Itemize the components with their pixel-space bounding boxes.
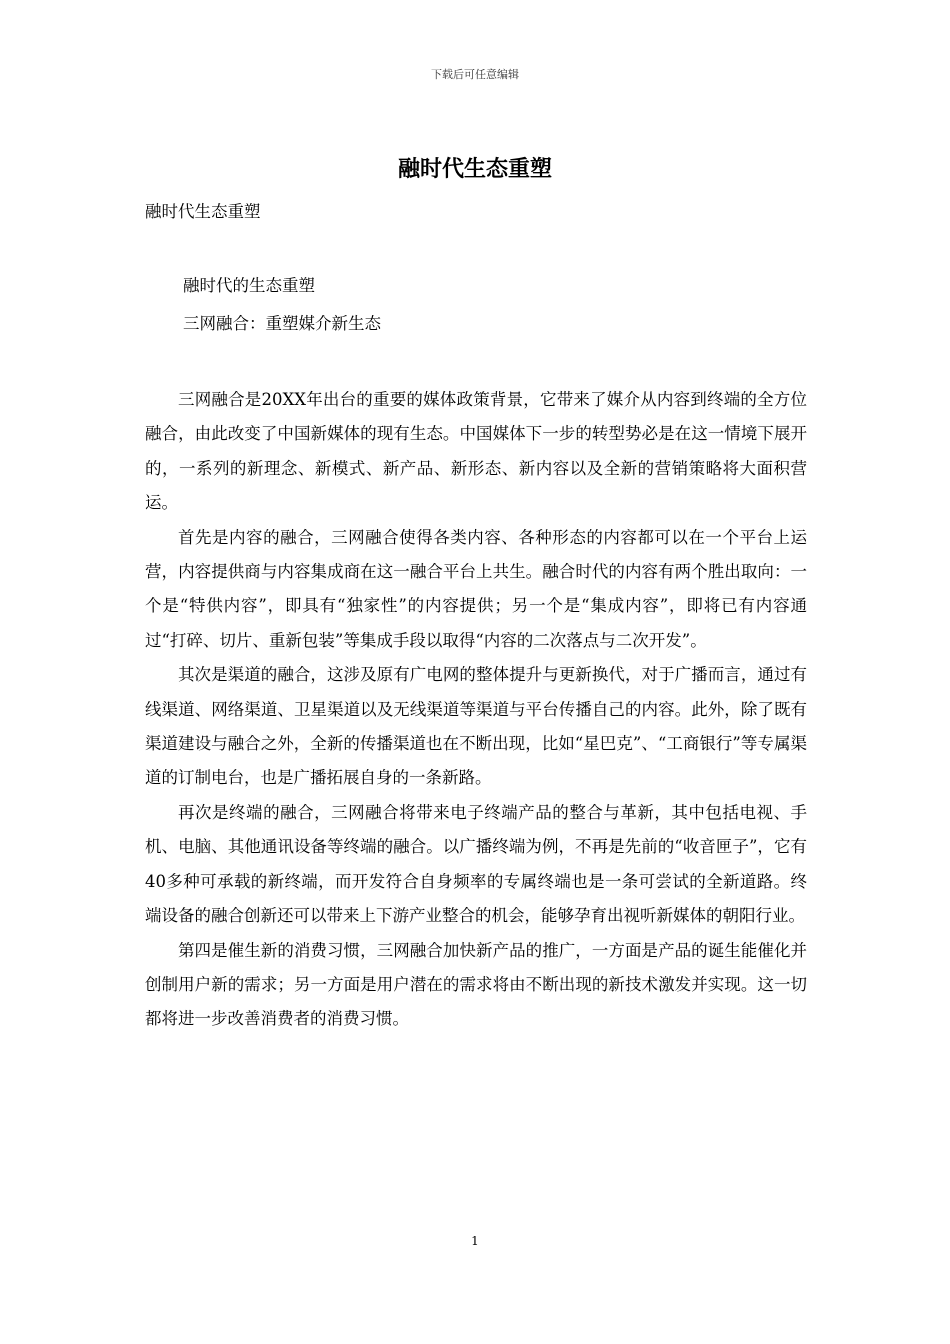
section-heading-1: 融时代的生态重塑 [183, 276, 315, 295]
paragraph-intro: 三网融合是20XX年出台的重要的媒体政策背景，它带来了媒介从内容到终端的全方位融合，由此改变了中国新媒体的现有生态。中国媒体下一步的转型势必是在这一情境下展开的，一系列的新理念、新模式、新产品、新形态、新内容以及全新的营销策略将大面积营运。 [145, 390, 807, 513]
header-note: 下载后可任意编辑 [431, 68, 519, 81]
body-text [145, 383, 807, 1037]
paragraph-content-fusion: 首先是内容的融合，三网融合使得各类内容、各种形态的内容都可以在一个平台上运营，内容提供商与内容集成商在这一融合平台上共生。融合时代的内容有两个胜出取向：一个是“特供内容”，即具有“独家性”的内容提供；另一个是“集成内容”，即将已有内容通过“打碎、切片、重新包装”等集成手段以取得“内容的二次落点与二次开发”。 [145, 527, 807, 650]
paragraph-terminal-fusion: 再次是终端的融合，三网融合将带来电子终端产品的整合与革新，其中包括电视、手机、电脑、其他通讯设备等终端的融合。以广播终端为例，不再是先前的“收音匣子”，它有40多种可承载的新终端，而开发符合自身频率的专属终端也是一条可尝试的全新道路。终端设备的融合创新还可以带来上下游产业整合的机会，能够孕育出视听新媒体的朝阳行业。 [145, 802, 807, 926]
paragraph-consumption-habits: 第四是催生新的消费习惯，三网融合加快新产品的推广，一方面是产品的诞生能催化并创制用户新的需求；另一方面是用户潜在的需求将由不断出现的新技术激发并实现。这一切都将进一步改善消费者的消费习惯。 [145, 940, 807, 1029]
document-subtitle: 融时代生态重塑 [145, 202, 261, 221]
page-number: 1 [471, 1234, 479, 1248]
document-title: 融时代生态重塑 [397, 157, 552, 182]
paragraph-channel-fusion: 其次是渠道的融合，这涉及原有广电网的整体提升与更新换代，对于广播而言，通过有线渠道、网络渠道、卫星渠道以及无线渠道等渠道与平台传播自己的内容。此外，除了既有渠道建设与融合之外，全新的传播渠道也在不断出现，比如“星巴克”、“工商银行”等专属渠道的订制电台，也是广播拓展自身的一条新路。 [145, 665, 807, 788]
section-heading-2: 三网融合：重塑媒介新生态 [183, 314, 381, 333]
